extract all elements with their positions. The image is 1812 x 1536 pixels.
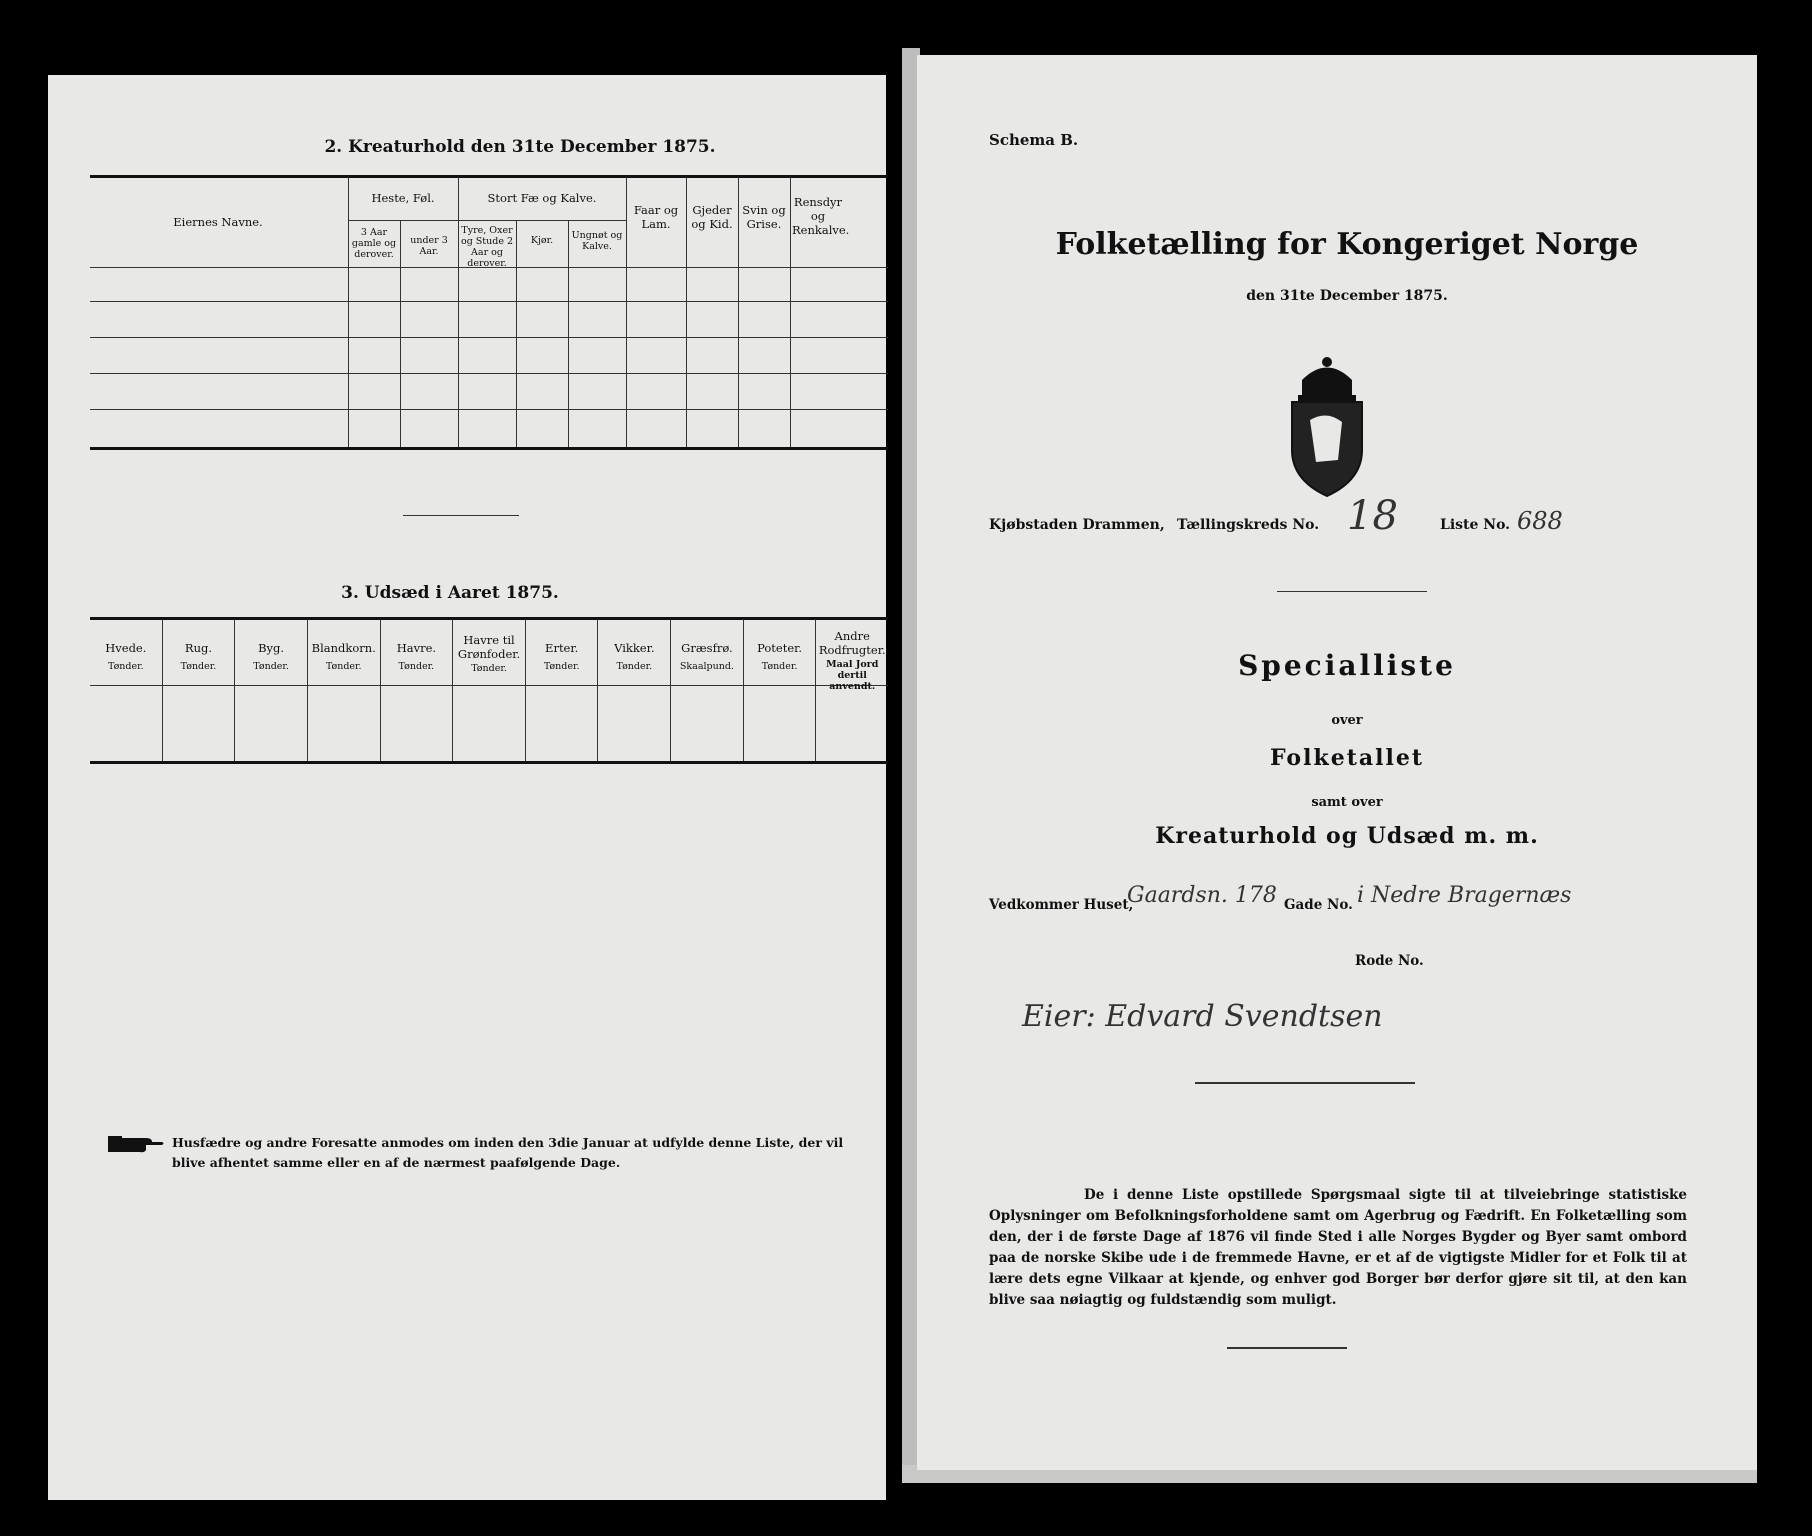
t3-col-unit: Tønder. <box>107 661 144 672</box>
t3-col <box>598 619 671 761</box>
t2-col-line <box>738 177 739 447</box>
t3-col-unit: Tønder. <box>616 661 653 672</box>
t2-header-calves: Ungnøt og Kalve. <box>571 230 623 252</box>
over-text: over <box>1331 713 1363 728</box>
t3-col-name: Græsfrø. <box>681 641 733 655</box>
t3-col <box>453 619 526 761</box>
section3-title: 3. Udsæd i Aaret 1875. <box>341 583 559 603</box>
table2-top-rule <box>90 175 888 178</box>
liste-value: 688 <box>1517 507 1563 535</box>
t2-header-pigs: Svin og Grise. <box>742 203 786 231</box>
table3-header-row <box>90 619 888 761</box>
t3-col <box>526 619 599 761</box>
t3-col-name: Hvede. <box>105 641 147 655</box>
t2-sub-rule <box>348 220 626 221</box>
t3-col-name: Vikker. <box>614 641 655 655</box>
liste-label: Liste No. <box>1440 517 1511 533</box>
t2-col-line <box>400 220 401 447</box>
t3-col-unit: Skaalpund. <box>679 661 734 672</box>
t2-header-cows: Kjør. <box>530 235 554 246</box>
section2-title: 2. Kreaturhold den 31te December 1875. <box>324 137 716 157</box>
left-page <box>48 75 886 1500</box>
t3-col-unit: Tønder. <box>761 661 798 672</box>
pointing-hand-icon <box>106 1130 166 1158</box>
t3-col-unit: Maal Jord dertil anvendt. <box>826 659 879 692</box>
kreds-value: 18 <box>1347 493 1398 539</box>
t3-col <box>235 619 308 761</box>
t2-header-horses-old: 3 Aar gamle og derover. <box>351 227 397 260</box>
t3-col <box>744 619 817 761</box>
house-value: Gaardsn. 178 <box>1127 883 1277 908</box>
t3-col-unit: Tønder. <box>543 661 580 672</box>
notice-text: Husfædre og andre Foresatte anmodes om inden den 3die Januar at udfylde denne Liste, der vil blive afhentet samme eller en af de nærmest paafølgende Dage. <box>172 1135 844 1170</box>
t3-col-unit: Tønder. <box>253 661 289 672</box>
t3-col-unit: Tønder. <box>180 661 217 672</box>
vedkommer-label: Vedkommer Huset, <box>989 897 1134 913</box>
kreds-label: Tællingskreds No. <box>1177 517 1320 533</box>
t3-col <box>90 619 163 761</box>
t3-col-name: Byg. <box>258 641 285 655</box>
t2-row-rule <box>90 301 888 302</box>
explanation-paragraph: De i denne Liste opstillede Spørgsmaal sigte til at tilveiebringe statistiske Oplysninger om Befolkningsforholdene samt om Agerbrug og Fædrift. En Folketælling som den, der i de første Dage af 1876 vil finde Sted i alle Norges Bygder og Byer samt ombord paa de norske Skibe ude i de fremmede Havne, er et af de vigtigste Midler for et Folk til at lære dets egne Vilkaar at kjende, og enhver god Borger bør derfor gjøre sit til, at den kan blive saa nøiagtig og fuldstændig som muligt. <box>989 1187 1687 1308</box>
t2-header-horses-young: under 3 Aar. <box>410 235 448 257</box>
t3-col <box>308 619 381 761</box>
t3-col-name: Poteter. <box>757 641 803 655</box>
divider <box>1227 1347 1347 1349</box>
gade-value: i Nedre Bragernæs <box>1357 883 1572 908</box>
kreaturhold-title: Kreaturhold og Udsæd m. m. <box>1155 823 1539 849</box>
t3-col-unit: Tønder. <box>325 661 362 672</box>
t2-col-line <box>626 177 627 447</box>
t2-row-rule <box>90 373 888 374</box>
document-date: den 31te December 1875. <box>1246 288 1448 304</box>
t2-col-line <box>458 177 459 447</box>
t3-col <box>816 619 888 761</box>
rode-label: Rode No. <box>1355 953 1424 969</box>
schema-label: Schema B. <box>989 131 1079 149</box>
t2-col-line <box>790 177 791 447</box>
t3-col <box>163 619 236 761</box>
t2-header-goats: Gjeder og Kid. <box>691 203 733 231</box>
t2-header-owner: Eiernes Navne. <box>173 215 263 229</box>
t2-header-bulls: Tyre, Oxer og Stude 2 Aar og derover. <box>460 225 514 269</box>
t3-col-name: Rug. <box>184 641 212 655</box>
t2-row-rule <box>90 409 888 410</box>
t3-col-name: Havre. <box>396 641 437 655</box>
t2-col-line <box>348 177 349 447</box>
t3-col-name: Andre Rodfrugter. <box>818 629 886 657</box>
t3-col-unit: Tønder. <box>398 661 435 672</box>
table2-bottom-rule <box>90 447 888 450</box>
document-title: Folketælling for Kongeriget Norge <box>1055 227 1639 262</box>
t3-col <box>671 619 744 761</box>
samt-over-text: samt over <box>1311 795 1383 810</box>
specialliste-title: Specialliste <box>1238 649 1456 682</box>
t3-col-unit: Tønder. <box>471 663 507 674</box>
t2-header-sheep: Faar og Lam. <box>633 203 679 231</box>
t2-header-cattle: Stort Fæ og Kalve. <box>487 191 597 205</box>
right-page <box>917 55 1757 1470</box>
divider <box>1195 1082 1415 1084</box>
section-divider <box>403 515 519 516</box>
t3-col-name: Blandkorn. <box>311 641 376 655</box>
t3-col-name: Erter. <box>545 641 579 655</box>
gade-label: Gade No. <box>1284 897 1353 913</box>
t2-header-horses: Heste, Føl. <box>371 191 435 205</box>
t3-col <box>381 619 454 761</box>
t2-row-rule <box>90 337 888 338</box>
t2-col-line <box>568 220 569 447</box>
t2-col-line <box>686 177 687 447</box>
table3-bottom-rule <box>90 761 888 764</box>
divider <box>1277 591 1427 592</box>
kjobstad-label: Kjøbstaden Drammen, <box>989 517 1165 533</box>
t3-col-name: Havre til Grønfoder. <box>457 633 521 661</box>
folketallet-title: Folketallet <box>1270 745 1424 771</box>
owner-value: Eier: Edvard Svendtsen <box>1022 999 1383 1034</box>
coat-of-arms-icon <box>1272 350 1382 500</box>
t2-col-line <box>516 220 517 447</box>
t2-header-reindeer: Rensdyr og Renkalve. <box>792 195 850 237</box>
